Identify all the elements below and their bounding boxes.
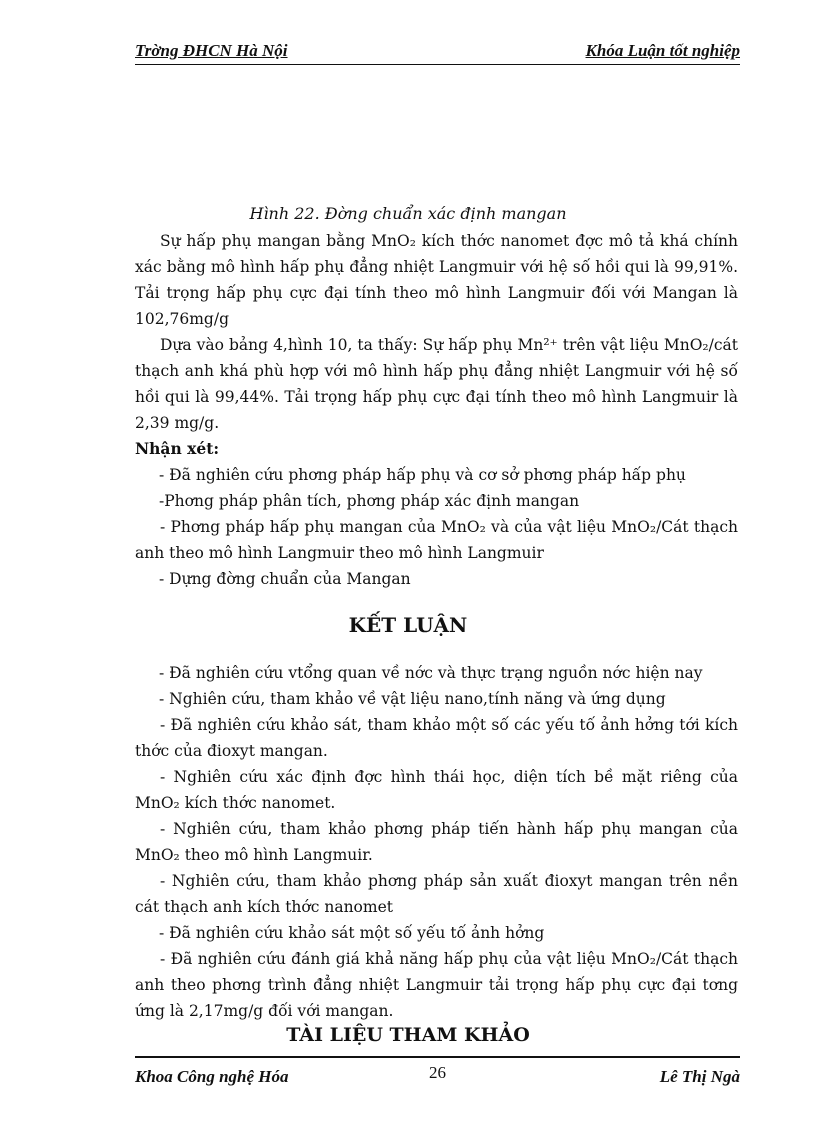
conclusion-list: [135, 660, 738, 1024]
conclusion-item: - Đã nghiên cứu khảo sát một số yếu tố ảnh hởng: [159, 924, 545, 942]
header-school: Trờng ĐHCN Hà Nội: [135, 41, 288, 60]
body-text: [135, 228, 738, 592]
paragraph-adsorption-sand: Dựa vào bảng 4,hình 10, ta thấy: Sự hấp phụ Mn²⁺ trên vật liệu MnO₂/cát thạch anh khá phù hợp với mô hình hấp phụ đẳng nhiệt Langmuir với hệ số hồi qui là 99,44%. Tải trọng hấp phụ cực đại tính theo mô hình Langmuir là 2,39 mg/g.: [135, 336, 738, 432]
conclusion-item: - Đã nghiên cứu đánh giá khả năng hấp phụ của vật liệu MnO₂/Cát thạch anh theo phơng trình đẳng nhiệt Langmuir tải trọng hấp phụ cực đại tơng ứng là 2,17mg/g đối với mangan.: [135, 950, 738, 1020]
paragraph-adsorption-mno2: Sự hấp phụ mangan bằng MnO₂ kích thớc nanomet đợc mô tả khá chính xác bằng mô hình hấp phụ đẳng nhiệt Langmuir với hệ số hồi qui là 99,91%. Tải trọng hấp phụ cực đại tính theo mô hình Langmuir đối với Mangan là 102,76mg/g: [135, 232, 738, 328]
page-footer: [135, 1056, 740, 1088]
conclusion-item: - Đã nghiên cứu vtổng quan về nớc và thực trạng nguồn nớc hiện nay: [159, 664, 703, 682]
header-thesis-title: Khóa Luận tốt nghiệp: [585, 41, 740, 60]
remark-heading: Nhận xét:: [135, 439, 220, 458]
remark-item: - Phơng pháp hấp phụ mangan của MnO₂ và của vật liệu MnO₂/Cát thạch anh theo mô hình Langmuir theo mô hình Langmuir: [135, 518, 738, 562]
references-heading: TÀI LIỆU THAM KHẢO: [286, 1024, 530, 1046]
conclusion-item: - Nghiên cứu, tham khảo về vật liệu nano,tính năng và ứng dụng: [159, 690, 666, 708]
footer-faculty: Khoa Công nghệ Hóa: [135, 1067, 289, 1086]
conclusion-item: - Nghiên cứu xác định đợc hình thái học, diện tích bề mặt riêng của MnO₂ kích thớc nanomet.: [135, 768, 738, 812]
conclusion-item: - Nghiên cứu, tham khảo phơng pháp sản xuất đioxyt mangan trên nền cát thạch anh kích thớc nanomet: [135, 872, 738, 916]
page-header: [135, 40, 740, 65]
remark-item: - Đã nghiên cứu phơng pháp hấp phụ và cơ sở phơng pháp hấp phụ: [159, 466, 686, 484]
remark-item: - Dựng đờng chuẩn của Mangan: [159, 570, 411, 588]
conclusion-heading: KẾT LUẬN: [348, 613, 468, 637]
footer-author: Lê Thị Ngà: [659, 1067, 740, 1086]
conclusion-item: - Nghiên cứu, tham khảo phơng pháp tiến hành hấp phụ mangan của MnO₂ theo mô hình Langmuir.: [135, 820, 738, 864]
conclusion-item: - Đã nghiên cứu khảo sát, tham khảo một số các yếu tố ảnh hởng tới kích thớc của đioxyt mangan.: [135, 716, 738, 760]
remark-item: -Phơng pháp phân tích, phơng pháp xác định mangan: [159, 492, 580, 510]
page-number: 26: [429, 1063, 446, 1082]
figure-caption: Hình 22. Đờng chuẩn xác định mangan: [249, 204, 567, 223]
